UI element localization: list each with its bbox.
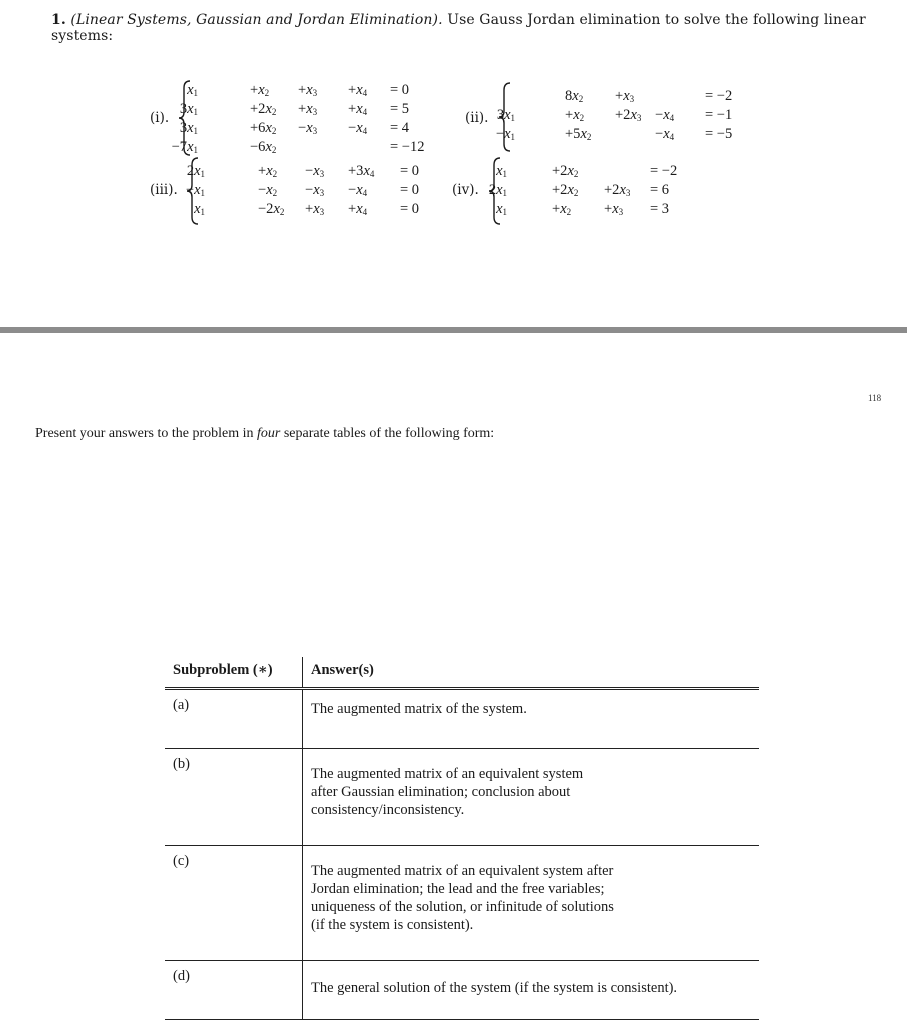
answer-line: consistency/inconsistency. (311, 802, 465, 818)
equation-term: $+x_2$ (565, 107, 585, 123)
header-answers: Answer(s) (303, 657, 760, 689)
equation-term: $+x_3$ (305, 201, 325, 217)
equation-term: $2x_1$ (186, 163, 205, 179)
table-row (165, 961, 759, 1020)
equation-term: $-x_1$ (185, 182, 205, 198)
equation-term: $+x_3$ (298, 82, 318, 98)
equation-rhs: = −12 (390, 139, 425, 155)
equation-term: $-x_4$ (348, 182, 368, 198)
equation-term: $-6x_2$ (250, 139, 277, 155)
equation-term: $+6x_2$ (250, 120, 277, 136)
equation-rhs: = 0 (400, 182, 420, 198)
equation-term: $+3x_4$ (348, 163, 375, 179)
system-label: (iv). (452, 182, 479, 198)
answer-cell (303, 749, 760, 846)
equation-term: $+2x_2$ (250, 101, 277, 117)
equation-term: $-x_3$ (298, 120, 318, 136)
equation-rhs: = 3 (650, 201, 670, 217)
problem-title: (Linear Systems, Gaussian and Jordan Elimination). (70, 12, 443, 28)
table-row (165, 749, 759, 846)
equation-term: $-7x_1$ (171, 139, 198, 155)
equation-term: $x_1$ (194, 201, 205, 217)
equation-rhs: = −2 (650, 163, 678, 179)
answer-line: The general solution of the system (if the system is consistent). (311, 980, 678, 996)
equation-rhs: = 6 (650, 182, 670, 198)
answer-line: (if the system is consistent). (311, 917, 474, 933)
equation-rhs: = 0 (400, 201, 420, 217)
header-subproblem: Subproblem (∗) (165, 657, 303, 689)
table-row (165, 689, 759, 749)
present-text-after: separate tables of the following form: (280, 426, 495, 441)
equation-rhs: = 4 (390, 120, 410, 136)
equation-term: $8x_2$ (565, 88, 584, 104)
equation-term: $-x_4$ (655, 126, 675, 142)
answer-line: after Gaussian elimination; conclusion about (311, 784, 571, 800)
subproblem-cell: (c) (165, 846, 303, 961)
equation-term: $2x_1$ (488, 182, 507, 198)
equation-term: $-2x_2$ (258, 201, 285, 217)
equation-rhs: = 0 (390, 82, 410, 98)
equation-term: $+2x_2$ (552, 163, 579, 179)
equation-term: $+x_2$ (552, 201, 572, 217)
present-text-emph: four (257, 426, 281, 441)
answer-line: uniqueness of the solution, or infinitude of solutions (311, 899, 614, 915)
page-divider (0, 327, 907, 333)
equation-rhs: = −2 (705, 88, 733, 104)
problem-instruction: Use Gauss Jordan elimination to solve the following linear systems: (51, 12, 866, 44)
present-text-before: Present your answers to the problem in (35, 426, 258, 441)
equation-term: $-x_1$ (495, 126, 515, 142)
equation-term: $+2x_3$ (604, 182, 631, 198)
answer-line: The augmented matrix of an equivalent system (311, 766, 584, 782)
page-number: 118 (868, 393, 882, 403)
answer-cell (303, 689, 760, 749)
answer-line: The augmented matrix of an equivalent system after (311, 863, 614, 879)
answer-template-table (165, 657, 759, 1020)
equation-term: $+2x_2$ (552, 182, 579, 198)
equation-term: $+x_4$ (348, 82, 368, 98)
equation-term: $+x_4$ (348, 101, 368, 117)
answer-line: The augmented matrix of the system. (311, 701, 527, 717)
equation-term: $-x_4$ (655, 107, 675, 123)
problem-statement (51, 12, 897, 44)
equation-rhs: = −5 (705, 126, 733, 142)
subproblem-cell: (a) (165, 689, 303, 749)
system-label: (i). (150, 110, 170, 126)
equation-term: $3x_1$ (179, 101, 198, 117)
equation-rhs: = −1 (705, 107, 733, 123)
equation-term: $+2x_3$ (615, 107, 642, 123)
equation-term: $+x_2$ (250, 82, 270, 98)
equation-term: $-x_3$ (305, 182, 325, 198)
equation-term: $+x_4$ (348, 201, 368, 217)
equation-term: $-x_4$ (348, 120, 368, 136)
equation-rhs: = 0 (400, 163, 420, 179)
equation-term: $3x_1$ (496, 107, 515, 123)
equation-term: $x_1$ (496, 201, 507, 217)
equation-term: $+x_3$ (604, 201, 624, 217)
system-label: (ii). (465, 110, 489, 126)
equation-term: $+5x_2$ (565, 126, 592, 142)
answer-cell (303, 846, 760, 961)
answer-line: Jordan elimination; the lead and the free variables; (311, 881, 605, 897)
equation-term: $x_1$ (496, 163, 507, 179)
system-label: (iii). (150, 182, 178, 198)
table-row (165, 846, 759, 961)
answer-cell (303, 961, 760, 1020)
present-instruction (35, 426, 494, 442)
equation-term: $-x_3$ (305, 163, 325, 179)
equation-term: $+x_3$ (615, 88, 635, 104)
subproblem-cell: (b) (165, 749, 303, 846)
problem-number: 1. (51, 12, 66, 28)
equation-term: $-x_2$ (258, 182, 278, 198)
equation-term: $3x_1$ (179, 120, 198, 136)
subproblem-cell: (d) (165, 961, 303, 1020)
equation-term: $x_1$ (187, 82, 198, 98)
equation-rhs: = 5 (390, 101, 410, 117)
equation-term: $+x_3$ (298, 101, 318, 117)
equation-term: $+x_2$ (258, 163, 278, 179)
